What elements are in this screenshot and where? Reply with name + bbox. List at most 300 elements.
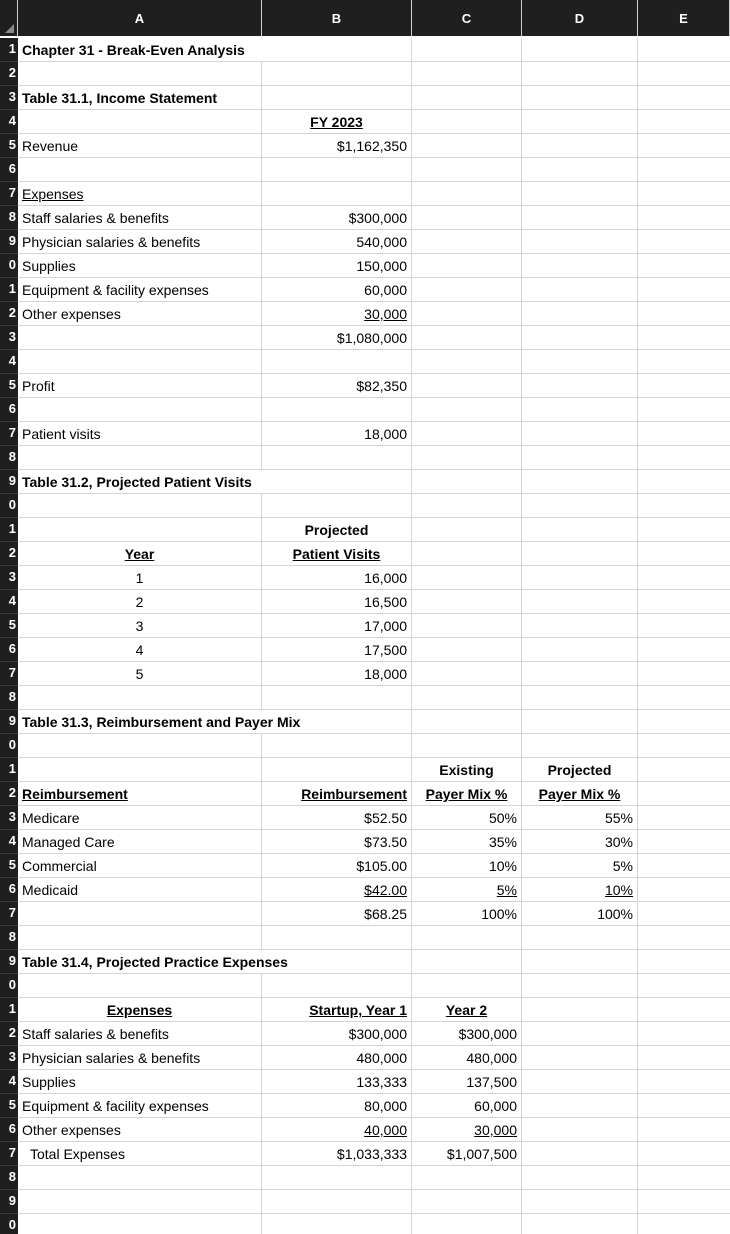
row-header[interactable]: 1 (0, 998, 18, 1022)
cell[interactable] (18, 38, 262, 62)
cell[interactable] (412, 542, 522, 566)
cell[interactable] (262, 638, 412, 662)
cell[interactable] (638, 806, 730, 830)
cell[interactable] (522, 206, 638, 230)
cell[interactable] (18, 134, 262, 158)
cell[interactable] (638, 62, 730, 86)
cell[interactable] (262, 206, 412, 230)
cell[interactable] (638, 302, 730, 326)
cell[interactable] (262, 758, 412, 782)
row-header[interactable]: 9 (0, 1190, 18, 1214)
row-header[interactable]: 5 (0, 134, 18, 158)
row-header[interactable]: 4 (0, 590, 18, 614)
cell[interactable] (18, 1094, 262, 1118)
cell[interactable] (262, 782, 412, 806)
cell[interactable] (638, 1142, 730, 1166)
row-header[interactable]: 1 (0, 758, 18, 782)
row-header[interactable]: 3 (0, 86, 18, 110)
cell[interactable] (412, 398, 522, 422)
cell[interactable] (412, 1142, 522, 1166)
cell[interactable] (18, 926, 262, 950)
row-header[interactable]: 1 (0, 518, 18, 542)
row-header[interactable]: 6 (0, 878, 18, 902)
cell[interactable] (18, 1118, 262, 1142)
cell[interactable] (18, 1214, 262, 1234)
cell[interactable] (522, 734, 638, 758)
cell[interactable] (18, 518, 262, 542)
cell[interactable] (522, 446, 638, 470)
cell[interactable] (522, 1142, 638, 1166)
cell[interactable] (18, 326, 262, 350)
cell[interactable] (638, 374, 730, 398)
row-header[interactable]: 6 (0, 638, 18, 662)
cell[interactable] (638, 518, 730, 542)
cell[interactable] (412, 302, 522, 326)
cell[interactable] (18, 446, 262, 470)
cell[interactable] (638, 1022, 730, 1046)
cell[interactable] (412, 1046, 522, 1070)
row-header[interactable]: 2 (0, 1022, 18, 1046)
cell[interactable] (412, 206, 522, 230)
cell[interactable] (18, 350, 262, 374)
cell[interactable] (412, 350, 522, 374)
cell[interactable] (638, 1214, 730, 1234)
cell[interactable] (638, 1094, 730, 1118)
row-header[interactable]: 8 (0, 926, 18, 950)
cell[interactable] (638, 878, 730, 902)
cell[interactable] (522, 278, 638, 302)
row-header[interactable]: 1 (0, 38, 18, 62)
cell[interactable] (18, 278, 262, 302)
cell[interactable] (638, 734, 730, 758)
cell[interactable] (262, 542, 412, 566)
cell[interactable] (18, 638, 262, 662)
cell[interactable] (638, 902, 730, 926)
cell[interactable] (262, 134, 412, 158)
cell[interactable] (638, 782, 730, 806)
cell[interactable] (262, 1166, 412, 1190)
cell[interactable] (522, 710, 638, 734)
cell[interactable] (522, 878, 638, 902)
cell[interactable] (638, 1046, 730, 1070)
cell[interactable] (522, 350, 638, 374)
row-header[interactable]: 7 (0, 1142, 18, 1166)
cell[interactable] (522, 854, 638, 878)
cell[interactable] (638, 566, 730, 590)
cell[interactable] (522, 1070, 638, 1094)
column-header-c[interactable]: C (412, 0, 522, 36)
row-header[interactable]: 0 (0, 974, 18, 998)
cell[interactable] (18, 494, 262, 518)
cell[interactable] (18, 422, 262, 446)
cell[interactable] (262, 158, 412, 182)
row-header[interactable]: 6 (0, 1118, 18, 1142)
cell[interactable] (522, 470, 638, 494)
cell[interactable] (638, 758, 730, 782)
cell[interactable] (412, 1070, 522, 1094)
cell[interactable] (262, 1070, 412, 1094)
cell[interactable] (522, 926, 638, 950)
cell[interactable] (522, 398, 638, 422)
cell[interactable] (522, 1118, 638, 1142)
row-header[interactable]: 0 (0, 254, 18, 278)
cell[interactable] (18, 998, 262, 1022)
cell[interactable] (262, 398, 412, 422)
cell[interactable] (638, 638, 730, 662)
cell[interactable] (522, 38, 638, 62)
cell[interactable] (18, 1070, 262, 1094)
cell[interactable] (638, 542, 730, 566)
row-header[interactable]: 7 (0, 182, 18, 206)
cell[interactable] (262, 326, 412, 350)
row-header[interactable]: 3 (0, 806, 18, 830)
cell[interactable] (638, 398, 730, 422)
cell[interactable] (638, 998, 730, 1022)
cell[interactable] (638, 86, 730, 110)
cell[interactable] (638, 1118, 730, 1142)
cell[interactable] (412, 950, 522, 974)
cell[interactable] (18, 854, 262, 878)
row-header[interactable]: 4 (0, 350, 18, 374)
select-all-corner[interactable] (0, 0, 18, 36)
cell[interactable] (18, 302, 262, 326)
cell[interactable] (262, 734, 412, 758)
row-header[interactable]: 1 (0, 278, 18, 302)
cell[interactable] (522, 614, 638, 638)
row-header[interactable]: 0 (0, 734, 18, 758)
cell[interactable] (18, 1046, 262, 1070)
cell[interactable] (412, 230, 522, 254)
cell[interactable] (18, 662, 262, 686)
cell[interactable] (262, 302, 412, 326)
column-header-a[interactable]: A (18, 0, 262, 36)
cell[interactable] (638, 494, 730, 518)
cell[interactable] (412, 638, 522, 662)
row-header[interactable]: 0 (0, 1214, 18, 1234)
cell[interactable] (18, 710, 301, 734)
cell[interactable] (262, 806, 412, 830)
cell[interactable] (412, 254, 522, 278)
cell[interactable] (412, 590, 522, 614)
row-header[interactable]: 0 (0, 494, 18, 518)
row-header[interactable]: 2 (0, 62, 18, 86)
cell[interactable] (18, 1142, 262, 1166)
cell[interactable] (262, 1190, 412, 1214)
cell[interactable] (412, 878, 522, 902)
cell[interactable] (638, 230, 730, 254)
cell[interactable] (262, 494, 412, 518)
cell[interactable] (522, 158, 638, 182)
cell[interactable] (638, 110, 730, 134)
row-header[interactable]: 5 (0, 614, 18, 638)
cell[interactable] (262, 230, 412, 254)
cell[interactable] (522, 902, 638, 926)
cell[interactable] (522, 542, 638, 566)
cell[interactable] (638, 38, 730, 62)
cell[interactable] (522, 86, 638, 110)
cell[interactable] (18, 806, 262, 830)
row-header[interactable]: 4 (0, 110, 18, 134)
cell[interactable] (412, 614, 522, 638)
cell[interactable] (412, 62, 522, 86)
cell[interactable] (412, 470, 522, 494)
cell[interactable] (522, 374, 638, 398)
cell[interactable] (412, 422, 522, 446)
cell[interactable] (18, 86, 262, 110)
row-header[interactable]: 9 (0, 710, 18, 734)
cell[interactable] (262, 518, 412, 542)
cell[interactable] (18, 62, 262, 86)
cell[interactable] (412, 494, 522, 518)
cell[interactable] (262, 590, 412, 614)
cell[interactable] (262, 830, 412, 854)
cell[interactable] (18, 206, 262, 230)
cell[interactable] (262, 1118, 412, 1142)
cell[interactable] (412, 758, 522, 782)
cell[interactable] (18, 542, 262, 566)
row-header[interactable]: 2 (0, 782, 18, 806)
cell[interactable] (18, 686, 262, 710)
row-header[interactable]: 8 (0, 686, 18, 710)
cell[interactable] (262, 182, 412, 206)
cell[interactable] (638, 854, 730, 878)
cell[interactable] (262, 998, 412, 1022)
cell[interactable] (522, 830, 638, 854)
cell[interactable] (522, 782, 638, 806)
cell[interactable] (412, 182, 522, 206)
cell[interactable] (638, 446, 730, 470)
cell[interactable] (262, 446, 412, 470)
row-header[interactable]: 7 (0, 902, 18, 926)
cell[interactable] (412, 1190, 522, 1214)
cell[interactable] (412, 158, 522, 182)
cell[interactable] (412, 854, 522, 878)
cell[interactable] (18, 374, 262, 398)
cell[interactable] (522, 494, 638, 518)
cell[interactable] (522, 422, 638, 446)
cell[interactable] (638, 278, 730, 302)
cell[interactable] (638, 590, 730, 614)
row-header[interactable]: 2 (0, 302, 18, 326)
cell[interactable] (262, 470, 412, 494)
cell[interactable] (522, 1046, 638, 1070)
cell[interactable] (412, 110, 522, 134)
cell[interactable] (18, 470, 262, 494)
cell[interactable] (522, 134, 638, 158)
cell[interactable] (638, 710, 730, 734)
cell[interactable] (638, 926, 730, 950)
cell[interactable] (412, 38, 522, 62)
cell[interactable] (412, 326, 522, 350)
cell[interactable] (18, 110, 262, 134)
cell[interactable] (262, 278, 412, 302)
cell[interactable] (262, 422, 412, 446)
cell[interactable] (638, 254, 730, 278)
cell[interactable] (262, 1046, 412, 1070)
cell[interactable] (412, 1022, 522, 1046)
cell[interactable] (522, 590, 638, 614)
row-header[interactable]: 5 (0, 1094, 18, 1118)
row-header[interactable]: 8 (0, 1166, 18, 1190)
cell[interactable] (412, 1118, 522, 1142)
cell[interactable] (412, 902, 522, 926)
cell[interactable] (18, 398, 262, 422)
row-header[interactable]: 9 (0, 230, 18, 254)
cell[interactable] (638, 470, 730, 494)
cell[interactable] (18, 782, 262, 806)
cell[interactable] (262, 86, 412, 110)
cell[interactable] (638, 182, 730, 206)
column-header-b[interactable]: B (262, 0, 412, 36)
cell[interactable] (412, 374, 522, 398)
row-header[interactable]: 3 (0, 1046, 18, 1070)
cell[interactable] (522, 686, 638, 710)
column-header-d[interactable]: D (522, 0, 638, 36)
cell[interactable] (262, 614, 412, 638)
cell[interactable] (262, 974, 412, 998)
row-header[interactable]: 3 (0, 566, 18, 590)
cell[interactable] (18, 902, 262, 926)
cell[interactable] (638, 158, 730, 182)
cell[interactable] (412, 566, 522, 590)
cell[interactable] (412, 446, 522, 470)
row-header[interactable]: 6 (0, 398, 18, 422)
cell[interactable] (18, 158, 262, 182)
cell[interactable] (522, 950, 638, 974)
cell[interactable] (638, 422, 730, 446)
cell[interactable] (522, 254, 638, 278)
cell[interactable] (522, 806, 638, 830)
cell[interactable] (262, 38, 412, 62)
cell[interactable] (412, 926, 522, 950)
column-header-e[interactable]: E (638, 0, 730, 36)
cell[interactable] (638, 1190, 730, 1214)
cell[interactable] (412, 710, 522, 734)
cell[interactable] (18, 878, 262, 902)
cell[interactable] (522, 230, 638, 254)
cell[interactable] (522, 62, 638, 86)
cell[interactable] (262, 662, 412, 686)
cell[interactable] (522, 110, 638, 134)
cell[interactable] (262, 254, 412, 278)
cell[interactable] (522, 662, 638, 686)
cell[interactable] (18, 230, 262, 254)
cell[interactable] (638, 686, 730, 710)
cell[interactable] (412, 806, 522, 830)
cell[interactable] (262, 110, 412, 134)
cell[interactable] (638, 350, 730, 374)
cell[interactable] (412, 782, 522, 806)
row-header[interactable]: 8 (0, 446, 18, 470)
cell[interactable] (412, 518, 522, 542)
cell[interactable] (18, 254, 262, 278)
row-header[interactable]: 2 (0, 542, 18, 566)
row-header[interactable]: 6 (0, 158, 18, 182)
cell[interactable] (638, 614, 730, 638)
cell[interactable] (522, 998, 638, 1022)
cell[interactable] (638, 950, 730, 974)
cell[interactable] (262, 686, 412, 710)
cell[interactable] (522, 302, 638, 326)
cell[interactable] (262, 62, 412, 86)
row-header[interactable]: 8 (0, 206, 18, 230)
cell[interactable] (262, 878, 412, 902)
cell[interactable] (262, 854, 412, 878)
cell[interactable] (18, 974, 262, 998)
cell[interactable] (262, 566, 412, 590)
cell[interactable] (18, 950, 288, 974)
cell[interactable] (522, 1166, 638, 1190)
cell[interactable] (18, 758, 262, 782)
cell[interactable] (412, 974, 522, 998)
row-header[interactable]: 5 (0, 374, 18, 398)
row-header[interactable]: 3 (0, 326, 18, 350)
cell[interactable] (522, 1094, 638, 1118)
cell[interactable] (262, 1142, 412, 1166)
cell[interactable] (18, 182, 262, 206)
cell[interactable] (412, 1094, 522, 1118)
cell[interactable] (522, 566, 638, 590)
cell[interactable] (638, 134, 730, 158)
cell[interactable] (412, 734, 522, 758)
cell[interactable] (412, 830, 522, 854)
cell[interactable] (522, 518, 638, 542)
cell[interactable] (522, 1022, 638, 1046)
cell[interactable] (18, 1022, 262, 1046)
row-header[interactable]: 4 (0, 830, 18, 854)
cell[interactable] (18, 830, 262, 854)
cell[interactable] (262, 374, 412, 398)
cell[interactable] (262, 926, 412, 950)
cell[interactable] (18, 734, 262, 758)
cell[interactable] (638, 1070, 730, 1094)
cell[interactable] (412, 86, 522, 110)
row-header[interactable]: 4 (0, 1070, 18, 1094)
row-header[interactable]: 9 (0, 470, 18, 494)
cell[interactable] (638, 830, 730, 854)
cell[interactable] (262, 1214, 412, 1234)
cell[interactable] (18, 566, 262, 590)
cell[interactable] (412, 1214, 522, 1234)
cell[interactable] (412, 686, 522, 710)
cell[interactable] (412, 998, 522, 1022)
cell[interactable] (412, 278, 522, 302)
cell[interactable] (638, 1166, 730, 1190)
cell[interactable] (412, 1166, 522, 1190)
cell[interactable] (638, 206, 730, 230)
cell[interactable] (638, 326, 730, 350)
cell[interactable] (522, 182, 638, 206)
cell[interactable] (522, 758, 638, 782)
cell[interactable] (638, 662, 730, 686)
cell[interactable] (18, 590, 262, 614)
cell[interactable] (522, 1190, 638, 1214)
cell[interactable] (262, 902, 412, 926)
cell[interactable] (638, 974, 730, 998)
cell[interactable] (522, 638, 638, 662)
cell[interactable] (412, 662, 522, 686)
row-header[interactable]: 9 (0, 950, 18, 974)
cell[interactable] (522, 326, 638, 350)
cell[interactable] (18, 1190, 262, 1214)
row-header[interactable]: 7 (0, 422, 18, 446)
cell[interactable] (18, 614, 262, 638)
row-header[interactable]: 7 (0, 662, 18, 686)
row-header[interactable]: 5 (0, 854, 18, 878)
cell[interactable] (412, 134, 522, 158)
cell[interactable] (522, 1214, 638, 1234)
cell[interactable] (522, 974, 638, 998)
